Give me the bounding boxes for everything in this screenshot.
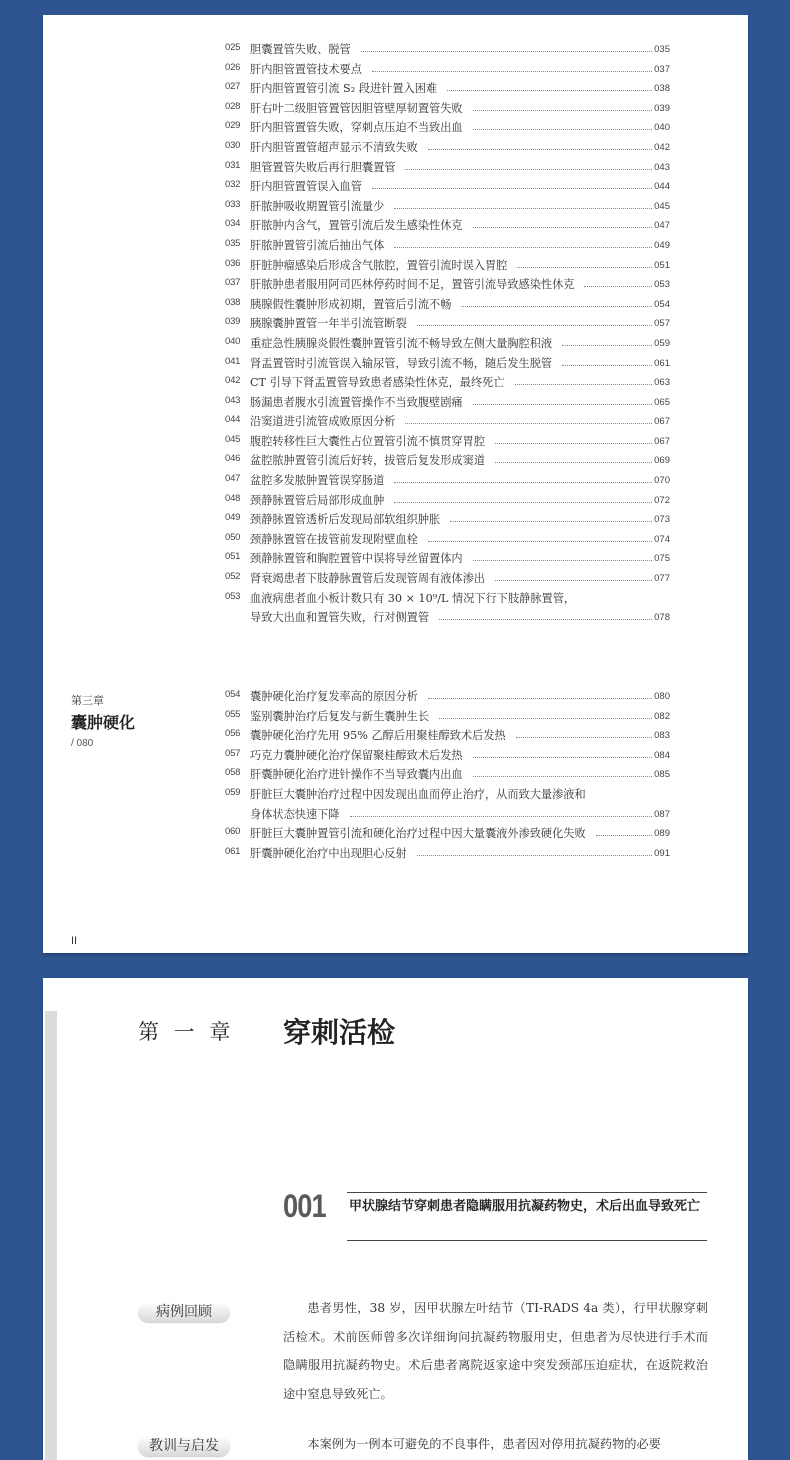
toc-entry-title: 颈静脉置管和胸腔置管中误将导丝留置体内: [250, 552, 463, 566]
toc-entry-page: 078: [654, 612, 670, 624]
toc-entry-title: 肾衰竭患者下肢静脉置管后发现管周有液体渗出: [250, 572, 485, 586]
toc-entry-number: 056: [225, 728, 241, 740]
case-number: 001: [283, 1188, 326, 1224]
dot-leader: [473, 227, 652, 228]
dot-leader: [473, 129, 652, 130]
toc-entry-number: 037: [225, 277, 241, 289]
toc-entry: [225, 138, 670, 158]
toc-entry: [225, 549, 670, 569]
toc-entry-title-cont: 导致大出血和置管失败，行对侧置管: [250, 611, 430, 625]
case-title: 甲状腺结节穿刺患者隐瞒服用抗凝药物史，术后出血导致死亡: [349, 1199, 701, 1214]
toc-entry-number: 028: [225, 100, 241, 112]
dot-leader: [473, 757, 652, 758]
toc-entry-page: 037: [654, 63, 670, 75]
toc-entry-title: 肝囊肿硬化治疗进针操作不当导致囊内出血: [250, 768, 463, 782]
toc-entry-number: 035: [225, 237, 241, 249]
toc-entry-title: 胆囊置管失败、脱管: [250, 43, 351, 56]
toc-entry-page: 063: [654, 377, 670, 389]
toc-entry: [225, 765, 670, 785]
toc-entry-number: 054: [225, 689, 241, 700]
divider: [347, 1192, 707, 1193]
toc-entry-page: 073: [654, 514, 670, 526]
dot-leader: [417, 855, 652, 856]
toc-entry: [225, 79, 670, 99]
toc-entry: [225, 491, 670, 511]
toc-entry: [225, 471, 670, 491]
toc-entry-title: 肝脓肿吸收期置管引流量少: [250, 199, 385, 213]
toc-entry: [225, 746, 670, 766]
toc-entry-title: 颈静脉置管在拔管前发现附壁血栓: [250, 532, 418, 546]
toc-entry-number: 057: [225, 747, 241, 759]
dot-leader: [562, 365, 652, 366]
toc-entry: [225, 177, 670, 197]
toc-entry-title: 囊肿硬化治疗先用 95% 乙醇后用聚桂醇致术后发热: [250, 729, 506, 743]
chapter3-label: 第三章: [71, 695, 104, 707]
toc-entry-page: 072: [654, 494, 670, 506]
toc-entry: [225, 158, 670, 178]
toc-entry: [225, 295, 670, 315]
toc-entry: [225, 60, 670, 80]
toc-entry-title: 肝脏巨大囊肿置管引流和硬化治疗过程中因大量囊液外渗致硬化失败: [250, 827, 586, 841]
toc-entry-number: 031: [225, 159, 241, 171]
dot-leader: [394, 208, 652, 209]
dot-leader: [439, 619, 652, 620]
toc-page: [43, 15, 748, 953]
section-label-review: 病例回顾: [138, 1302, 230, 1322]
dot-leader: [394, 482, 652, 483]
toc-entry-title: 颈静脉置管后局部形成血肿: [250, 493, 385, 507]
toc-entry-title: 肝脓肿置管引流后抽出气体: [250, 238, 385, 252]
toc-entry: [225, 726, 670, 746]
toc-entry: [225, 40, 670, 60]
toc-entry-number: 039: [225, 316, 241, 328]
toc-entry-page: 067: [654, 435, 670, 447]
toc-entry: [225, 354, 670, 374]
toc-entry-page: 047: [654, 220, 670, 232]
toc-entry-page: 045: [654, 200, 670, 212]
dot-leader: [473, 776, 652, 777]
section-text-lessons: 本案例为一例本可避免的不良事件，患者因对停用抗凝药物的必要: [307, 1437, 661, 1451]
toc-entry-title: 肝内胆管置管技术要点: [250, 62, 362, 76]
toc-entry-page: 038: [654, 83, 670, 95]
toc-entry: [225, 510, 670, 530]
toc-entry-title-cont: 身体状态快速下降: [250, 807, 340, 821]
dot-leader: [428, 698, 652, 699]
chapter3-title: 囊肿硬化: [71, 713, 136, 732]
dot-leader: [447, 90, 652, 91]
toc-entry-title: 胆管置管失败后再行胆囊置管: [250, 160, 396, 174]
toc-entry: [225, 275, 670, 295]
dot-leader: [405, 423, 652, 424]
toc-entry-page: 059: [654, 337, 670, 349]
toc-entry-number: 025: [225, 42, 241, 53]
toc-entry: [225, 99, 670, 119]
toc-entry-page: 070: [654, 475, 670, 487]
toc-entry-title: 盆腔脓肿置管引流后好转，拔管后复发形成窦道: [250, 454, 485, 468]
toc-entry-page: 040: [654, 122, 670, 134]
toc-entry-page: 049: [654, 239, 670, 251]
toc-entry-number: 030: [225, 139, 241, 151]
toc-entry-number: 047: [225, 473, 241, 485]
toc-entry-title: 沿窦道进引流管成败原因分析: [250, 415, 396, 429]
dot-leader: [495, 462, 652, 463]
toc-entry-title: CT 引导下肾盂置管导致患者感染性休克，最终死亡: [250, 376, 505, 390]
toc-entry-title: 胰腺囊肿置管一年半引流管断裂: [250, 317, 407, 331]
toc-entry: [225, 373, 670, 393]
toc-entry-number: 038: [225, 296, 241, 308]
toc-entry-page: 082: [654, 710, 670, 722]
toc-entry-page: 053: [654, 279, 670, 291]
toc-entry: [225, 393, 670, 413]
chapter-page: [43, 978, 748, 1460]
dot-leader: [473, 560, 652, 561]
toc-entry-page: 087: [654, 808, 670, 820]
dot-leader: [428, 541, 652, 542]
toc-entry-number: 058: [225, 767, 241, 779]
dot-leader: [428, 149, 652, 150]
dot-leader: [473, 110, 652, 111]
toc-entry-title: 巧克力囊肿硬化治疗保留聚桂醇致术后发热: [250, 748, 463, 762]
page-folio: II: [71, 935, 78, 947]
toc-entry-page: 083: [654, 730, 670, 742]
toc-entry-number: 026: [225, 61, 241, 73]
toc-entry-page: 080: [654, 691, 670, 702]
dot-leader: [516, 737, 652, 738]
toc-entry-page: 085: [654, 769, 670, 781]
dot-leader: [439, 718, 652, 719]
dot-leader: [361, 51, 652, 52]
chapter3-heading: [71, 692, 135, 749]
dot-leader: [562, 345, 652, 346]
toc-entry-number: 053: [225, 590, 241, 602]
toc-entry: [225, 451, 670, 471]
toc-entry-title: 血液病患者血小板计数只有 30 × 10⁹/L 情况下行下肢静脉置管，: [250, 591, 576, 605]
toc-entry-page: 044: [654, 181, 670, 193]
toc-entry-number: 046: [225, 453, 241, 465]
toc-entry-number: 050: [225, 531, 241, 543]
dot-leader: [515, 384, 652, 385]
toc-entry-title: 重症急性胰腺炎假性囊肿置管引流不畅导致左侧大量胸腔积液: [250, 336, 553, 350]
toc-entry-title: 盆腔多发脓肿置管误穿肠道: [250, 474, 385, 488]
dot-leader: [372, 188, 652, 189]
toc-entry-number: 049: [225, 512, 241, 524]
toc-entry-page: 077: [654, 573, 670, 585]
toc-entry-number: 060: [225, 826, 241, 838]
toc-entry: [225, 707, 670, 727]
dot-leader: [350, 816, 652, 817]
toc-entry: [225, 412, 670, 432]
section-text-review: 患者男性，38 岁，因甲状腺左叶结节（TI-RADS 4a 类），行甲状腺穿刺活检术。术前医师曾多次详细询问抗凝药物服用史，但患者为尽快进行手术而隐瞒服用抗凝药物史。术后患者离院返家途中突发颈部压迫症状，在返院救治途中窒息导致死亡。: [283, 1301, 708, 1401]
toc-entry-title: 囊肿硬化治疗复发率高的原因分析: [250, 690, 418, 703]
toc-entry: [225, 687, 670, 707]
toc-entry: [225, 256, 670, 276]
toc-entry-number: 059: [225, 786, 241, 798]
toc-entry: [225, 197, 670, 217]
toc-entry-title: 鉴别囊肿治疗后复发与新生囊肿生长: [250, 709, 430, 723]
toc-entry-number: 044: [225, 414, 241, 426]
toc-entry-number: 052: [225, 571, 241, 583]
toc-entry-number: 048: [225, 492, 241, 504]
toc-entry: [225, 844, 670, 864]
toc-entry: [225, 118, 670, 138]
toc-list-chapter3: [225, 687, 670, 863]
toc-entry-page: 057: [654, 318, 670, 330]
toc-entry-number: 045: [225, 433, 241, 445]
dot-leader: [394, 247, 652, 248]
toc-entry-number: 042: [225, 375, 241, 387]
toc-entry-title: 肝脓肿患者服用阿司匹林停药时间不足，置管引流导致感染性休克: [250, 278, 575, 292]
toc-entry-page: 091: [654, 847, 670, 859]
toc-entry-title: 肾盂置管时引流管误入输尿管，导致引流不畅，随后发生脱管: [250, 356, 553, 370]
toc-entry-number: 040: [225, 335, 241, 347]
toc-entry-page: 042: [654, 141, 670, 153]
dot-leader: [495, 443, 652, 444]
toc-entry-title: 肝内胆管置管引流 S₂ 段进针置入困难: [250, 82, 438, 96]
dot-leader: [417, 325, 652, 326]
toc-entry-title: 肠漏患者腹水引流置管操作不当致腹壁剧痛: [250, 395, 463, 409]
dot-leader: [517, 267, 652, 268]
toc-entry-title: 腹腔转移性巨大囊性占位置管引流不慎贯穿胃腔: [250, 434, 485, 448]
dot-leader: [372, 71, 652, 72]
dot-leader: [405, 169, 652, 170]
toc-entry-title: 肝脏肿瘤感染后形成含气脓腔，置管引流时误入胃腔: [250, 258, 508, 272]
dot-leader: [584, 286, 652, 287]
toc-entry-number: 033: [225, 198, 241, 210]
toc-entry-page: 075: [654, 553, 670, 565]
toc-entry: [225, 314, 670, 334]
toc-entry-title: 肝右叶二级胆管置管因胆管壁厚韧置管失败: [250, 101, 463, 115]
toc-entry-page: 051: [654, 259, 670, 271]
toc-entry: [225, 530, 670, 550]
toc-entry-number: 027: [225, 81, 241, 93]
toc-entry-page: 074: [654, 533, 670, 545]
dot-leader: [596, 835, 652, 836]
toc-entry-number: 061: [225, 845, 241, 857]
toc-entry-number: 043: [225, 394, 241, 406]
toc-entry-page: 035: [654, 44, 670, 55]
chapter-label: 第 一 章: [138, 1020, 235, 1044]
divider: [347, 1240, 707, 1241]
toc-entry: [225, 216, 670, 236]
toc-entry-page: 067: [654, 416, 670, 428]
toc-entry-title: 肝囊肿硬化治疗中出现胆心反射: [250, 846, 407, 860]
toc-entry-title: 肝脓肿内含气，置管引流后发生感染性休克: [250, 219, 463, 233]
dot-leader: [473, 404, 652, 405]
toc-entry: [225, 334, 670, 354]
toc-entry: [225, 824, 670, 844]
toc-entry-number: 036: [225, 257, 241, 269]
dot-leader: [450, 521, 652, 522]
toc-entry-number: 032: [225, 179, 241, 191]
toc-list: [225, 40, 670, 628]
toc-entry-number: 041: [225, 355, 241, 367]
toc-entry-page: 054: [654, 298, 670, 310]
dot-leader: [495, 580, 652, 581]
dot-leader: [394, 502, 652, 503]
toc-entry-title: 肝内胆管置管失败，穿刺点压迫不当致出血: [250, 121, 463, 135]
toc-entry: [225, 589, 670, 628]
toc-entry-page: 089: [654, 828, 670, 840]
toc-entry-page: 043: [654, 161, 670, 173]
toc-entry-page: 039: [654, 102, 670, 114]
toc-entry: [225, 236, 670, 256]
toc-entry-page: 061: [654, 357, 670, 369]
toc-entry: [225, 432, 670, 452]
toc-entry-number: 034: [225, 218, 241, 230]
toc-entry-number: 029: [225, 120, 241, 132]
section-label-lessons: 教训与启发: [138, 1436, 230, 1456]
dot-leader: [461, 306, 652, 307]
toc-entry-title: 肝内胆管置管超声显示不清致失败: [250, 140, 418, 154]
toc-entry-title: 肝脏巨大囊肿治疗过程中因发现出血而停止治疗，从而致大量渗液和: [250, 787, 586, 801]
toc-entry-title: 肝内胆管置管误入血管: [250, 180, 362, 194]
toc-entry-page: 069: [654, 455, 670, 467]
toc-entry-number: 051: [225, 551, 241, 563]
toc-entry-number: 055: [225, 708, 241, 720]
toc-entry-title: 颈静脉置管透析后发现局部软组织肿胀: [250, 513, 441, 527]
toc-entry-page: 065: [654, 396, 670, 408]
side-bar: [45, 1011, 57, 1460]
chapter-title: 穿刺活检: [283, 1016, 396, 1049]
toc-entry: [225, 785, 670, 824]
toc-entry: [225, 569, 670, 589]
toc-entry-page: 084: [654, 749, 670, 761]
chapter3-page: / 080: [71, 738, 94, 749]
toc-entry-title: 胰腺假性囊肿形成初期，置管后引流不畅: [250, 297, 452, 311]
